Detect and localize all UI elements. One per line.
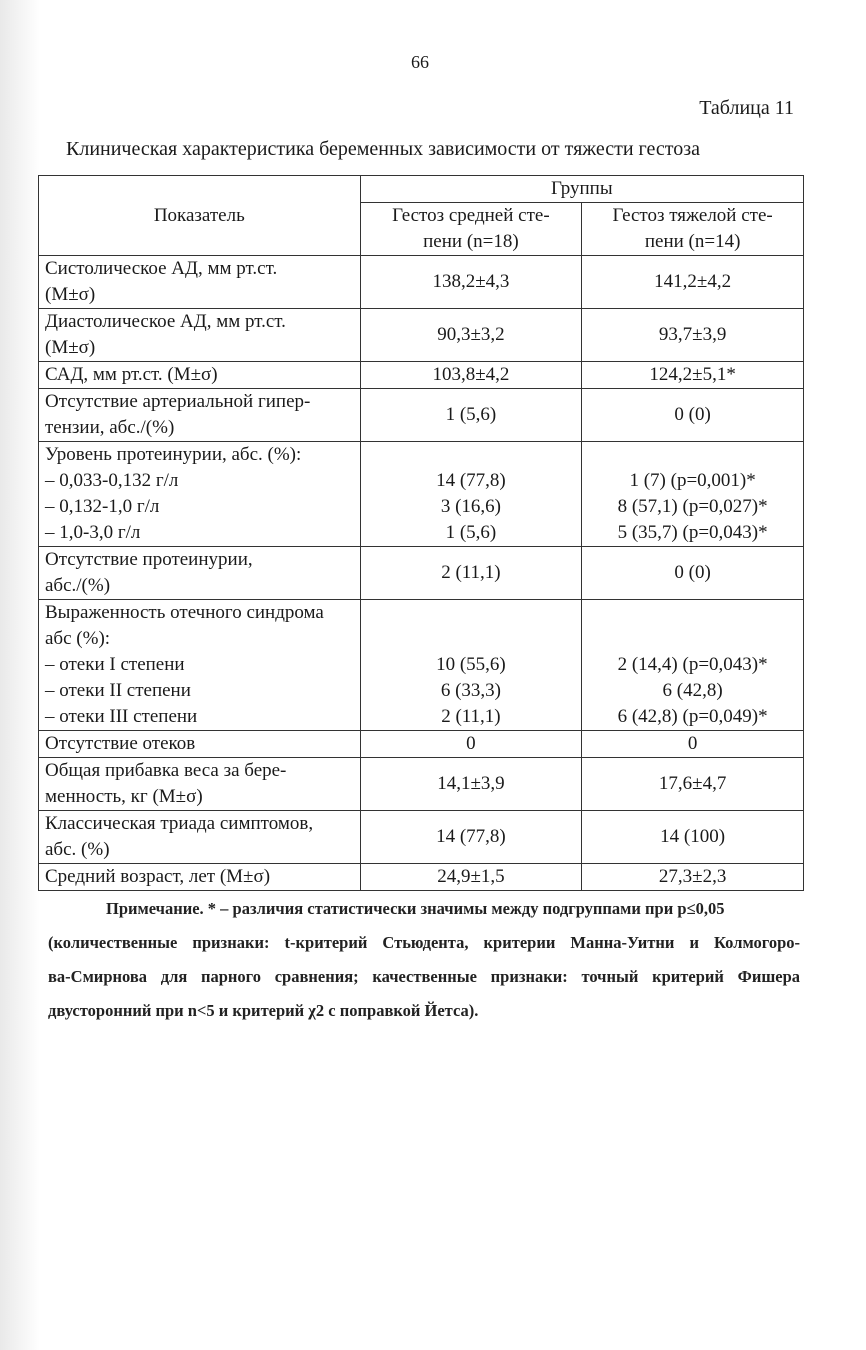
header-groups: Группы — [360, 176, 803, 203]
indicator-cell — [39, 309, 361, 362]
severe-group-cell — [582, 309, 804, 362]
table-row — [39, 547, 804, 600]
note-line: (количественные признаки: t-критерий Стьюдента, критерии Манна-Уитни и Колмогоро- — [48, 933, 800, 952]
indicator-cell-line: (M±σ) — [45, 337, 96, 358]
note-line: двусторонний при n<5 и критерий χ2 с поправкой Йетса). — [48, 1001, 479, 1020]
moderate-group-cell-line: 14,1±3,9 — [437, 773, 505, 794]
moderate-group-cell — [360, 309, 582, 362]
indicator-cell — [39, 547, 361, 600]
indicator-cell-line: – 0,132-1,0 г/л — [45, 496, 160, 517]
table-row — [39, 362, 804, 389]
severe-group-cell-line: 93,7±3,9 — [658, 324, 727, 345]
table-row — [39, 758, 804, 811]
indicator-cell-line: менность, кг (M±σ) — [45, 786, 203, 807]
moderate-group-cell-line: 1 (5,6) — [445, 522, 497, 543]
severe-group-cell-line — [588, 626, 797, 652]
moderate-group-cell-line: 1 (5,6) — [445, 404, 497, 425]
indicator-cell-line: абс./(%) — [45, 575, 111, 596]
indicator-cell — [39, 864, 361, 891]
table-body — [39, 256, 804, 891]
moderate-group-cell-line: 0 — [466, 733, 476, 754]
severe-group-cell-line: 5 (35,7) (p=0,043)* — [617, 522, 768, 543]
severe-group-cell-line: 141,2±4,2 — [654, 271, 732, 292]
severe-group-cell-line: 0 (0) — [674, 562, 711, 583]
indicator-cell-line: Средний возраст, лет (M±σ) — [45, 866, 271, 887]
indicator-cell-line: Диастолическое АД, мм рт.ст. — [45, 311, 286, 332]
header-group-severe-line: Гестоз тяжелой сте- — [612, 205, 773, 226]
severe-group-cell-line: 2 (14,4) (p=0,043)* — [617, 654, 768, 675]
indicator-cell-line: – 0,033-0,132 г/л — [45, 470, 179, 491]
indicator-cell — [39, 389, 361, 442]
header-indicator: Показатель — [39, 176, 361, 256]
indicator-cell-line: (M±σ) — [45, 284, 96, 305]
moderate-group-cell-line: 103,8±4,2 — [432, 364, 510, 385]
moderate-group-cell — [360, 256, 582, 309]
severe-group-cell-line: 6 (42,8) — [662, 680, 723, 701]
table-title: Клиническая характеристика беременных зависимости от тяжести гестоза — [66, 138, 700, 160]
moderate-group-cell-line: 10 (55,6) — [436, 654, 506, 675]
moderate-group-cell-line: 24,9±1,5 — [437, 866, 505, 887]
moderate-group-cell — [360, 600, 582, 731]
severe-group-cell — [582, 731, 804, 758]
header-group-severe-line: пени (n=14) — [644, 231, 741, 252]
header-group-moderate-line: Гестоз средней сте- — [392, 205, 550, 226]
moderate-group-cell-line — [367, 626, 576, 652]
severe-group-cell-line: 0 — [687, 733, 698, 754]
moderate-group-cell-line: 3 (16,6) — [440, 496, 501, 517]
moderate-group-cell — [360, 758, 582, 811]
indicator-cell-line: Классическая триада симптомов, — [45, 813, 314, 834]
table-row — [39, 600, 804, 731]
moderate-group-cell-line: 2 (11,1) — [441, 706, 501, 727]
severe-group-cell — [582, 362, 804, 389]
severe-group-cell-line: 8 (57,1) (p=0,027)* — [617, 496, 768, 517]
severe-group-cell-line — [588, 600, 797, 626]
indicator-cell-line: Отсутствие отеков — [45, 733, 196, 754]
table-row — [39, 389, 804, 442]
moderate-group-cell — [360, 389, 582, 442]
severe-group-cell-line: 6 (42,8) (p=0,049)* — [617, 706, 768, 727]
table-row — [39, 442, 804, 547]
table-row — [39, 731, 804, 758]
severe-group-cell — [582, 600, 804, 731]
header-group-severe — [582, 203, 804, 256]
indicator-cell-line: Отсутствие протеинурии, — [45, 549, 253, 570]
note-line: ва-Смирнова для парного сравнения; качественные признаки: точный критерий Фишера — [48, 967, 800, 986]
moderate-group-cell — [360, 811, 582, 864]
severe-group-cell — [582, 442, 804, 547]
moderate-group-cell — [360, 731, 582, 758]
page-number: 66 — [411, 52, 429, 72]
severe-group-cell-line: 1 (7) (p=0,001)* — [629, 470, 756, 491]
indicator-cell — [39, 758, 361, 811]
moderate-group-cell — [360, 362, 582, 389]
indicator-cell-line: – отеки III степени — [45, 706, 198, 727]
note-line: Примечание. * – различия статистически значимы между подгруппами при p≤0,05 — [106, 899, 725, 918]
severe-group-cell-line: 27,3±2,3 — [658, 866, 727, 887]
indicator-cell — [39, 811, 361, 864]
header-group-moderate — [360, 203, 582, 256]
severe-group-cell-line: 0 (0) — [674, 404, 711, 425]
indicator-cell-line: Систолическое АД, мм рт.ст. — [45, 258, 278, 279]
indicator-cell-line: абс. (%) — [45, 839, 110, 860]
indicator-cell-line: Отсутствие артериальной гипер- — [45, 391, 311, 412]
moderate-group-cell-line — [367, 600, 576, 626]
severe-group-cell-line: 17,6±4,7 — [658, 773, 727, 794]
moderate-group-cell-line: 6 (33,3) — [440, 680, 501, 701]
table-row — [39, 864, 804, 891]
table-label: Таблица 11 — [699, 97, 794, 119]
moderate-group-cell-line: 2 (11,1) — [441, 562, 501, 583]
severe-group-cell-line: 124,2±5,1* — [649, 364, 736, 385]
indicator-cell — [39, 362, 361, 389]
indicator-cell-line: Выраженность отечного синдрома — [45, 602, 324, 623]
indicator-cell-line: – отеки I степени — [45, 654, 185, 675]
characteristics-table — [38, 175, 804, 891]
indicator-cell-line: Уровень протеинурии, абс. (%): — [45, 444, 302, 465]
indicator-cell — [39, 731, 361, 758]
severe-group-cell-line — [588, 442, 797, 468]
severe-group-cell — [582, 256, 804, 309]
severe-group-cell — [582, 389, 804, 442]
severe-group-cell — [582, 547, 804, 600]
indicator-cell-line: – 1,0-3,0 г/л — [45, 522, 141, 543]
moderate-group-cell — [360, 864, 582, 891]
indicator-cell-line: Общая прибавка веса за бере- — [45, 760, 287, 781]
table-row — [39, 309, 804, 362]
indicator-cell — [39, 442, 361, 547]
moderate-group-cell — [360, 547, 582, 600]
indicator-cell-line: абс (%): — [45, 628, 111, 649]
indicator-cell — [39, 600, 361, 731]
table-note — [48, 892, 800, 1028]
moderate-group-cell-line — [367, 442, 576, 468]
moderate-group-cell-line: 90,3±3,2 — [437, 324, 505, 345]
indicator-cell-line: САД, мм рт.ст. (M±σ) — [45, 364, 218, 385]
moderate-group-cell-line: 138,2±4,3 — [432, 271, 510, 292]
severe-group-cell — [582, 758, 804, 811]
indicator-cell-line: – отеки II степени — [45, 680, 191, 701]
severe-group-cell-line: 14 (100) — [660, 826, 726, 847]
moderate-group-cell-line: 14 (77,8) — [436, 826, 506, 847]
scan-edge-shadow — [0, 0, 40, 1350]
severe-group-cell — [582, 811, 804, 864]
moderate-group-cell — [360, 442, 582, 547]
indicator-cell-line: тензии, абс./(%) — [45, 417, 175, 438]
table-row — [39, 811, 804, 864]
table-row — [39, 256, 804, 309]
moderate-group-cell-line: 14 (77,8) — [436, 470, 506, 491]
indicator-cell — [39, 256, 361, 309]
severe-group-cell — [582, 864, 804, 891]
header-row-groups — [39, 176, 804, 203]
header-group-moderate-line: пени (n=18) — [423, 231, 519, 252]
